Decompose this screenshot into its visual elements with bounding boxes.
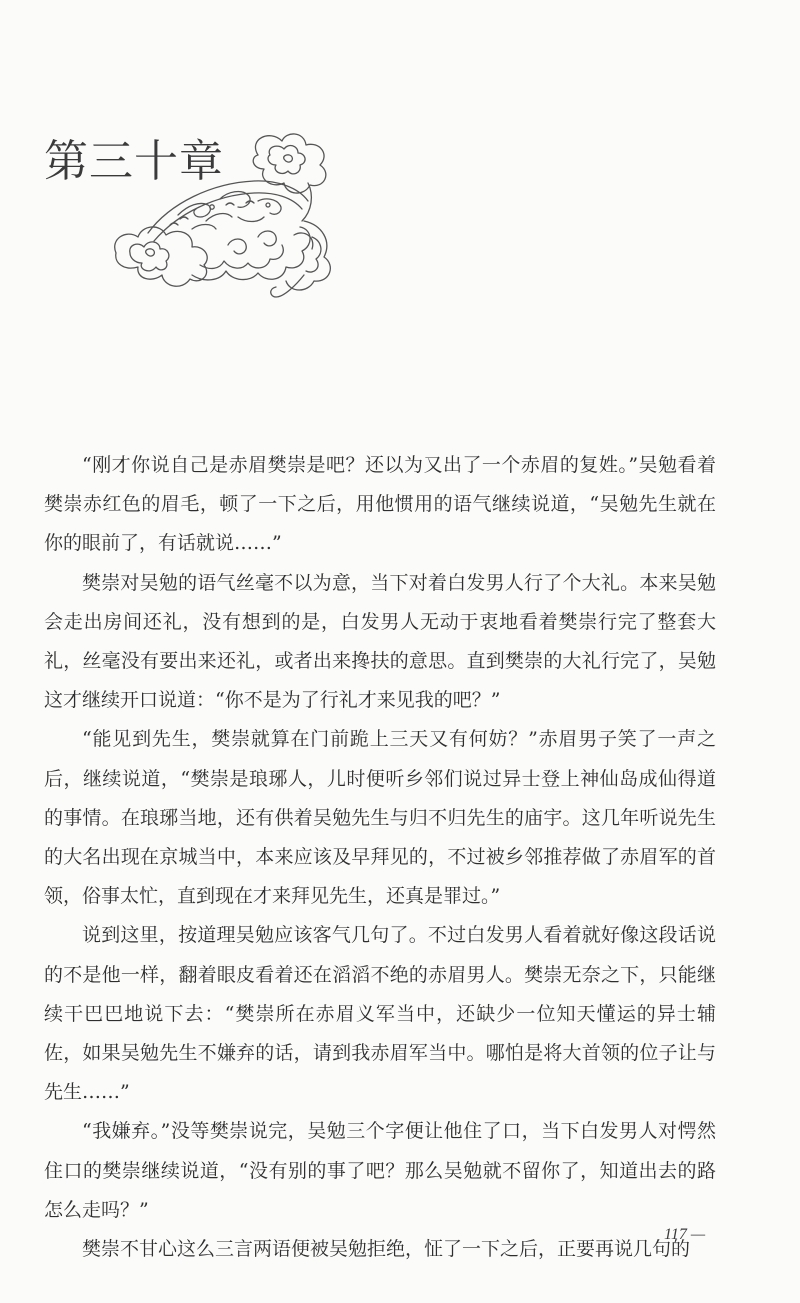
paragraph: 樊崇不甘心这么三言两语便被吴勉拒绝，怔了一下之后，正要再说几句的 xyxy=(82,1238,691,1261)
paragraph: 说到这里，按道理吴勉应该客气几句了。不过白发男人看着就好像这段话说的不是他一样，翻着眼皮看着还在滔滔不绝的赤眉男人。樊崇无奈之下，只能继续干巴巴地说下去：“樊崇所在赤眉义军当中，还缺少一位知天懂运的异士辅佐，如果吴勉先生不嫌弃的话，请到我赤眉军当中。哪怕是将大首领的位子让与先生……” xyxy=(44,924,716,1104)
page-number: 117 — xyxy=(664,1226,706,1243)
paragraph: “刚才你说自己是赤眉樊崇是吧？还以为又出了一个赤眉的复姓。”吴勉看着樊崇赤红色的眉毛，顿了一下之后，用他惯用的语气继续说道，“吴勉先生就在你的眼前了，有话就说……” xyxy=(44,454,716,555)
chapter-body xyxy=(44,446,716,1269)
paragraph: “我嫌弃。”没等樊崇说完，吴勉三个字便让他住了口，当下白发男人对愕然住口的樊崇继续说道，“没有别的事了吧？那么吴勉就不留你了，知道出去的路怎么走吗？” xyxy=(44,1120,716,1221)
paragraph: 樊崇对吴勉的语气丝毫不以为意，当下对着白发男人行了个大礼。本来吴勉会走出房间还礼，没有想到的是，白发男人无动于衷地看着樊崇行完了整套大礼，丝毫没有要出来还礼，或者出来搀扶的意思。直到樊崇的大礼行完了，吴勉这才继续开口说道：“你不是为了行礼才来见我的吧？” xyxy=(44,571,716,712)
chapter-title: 第三十章 xyxy=(44,136,224,187)
paragraph: “能见到先生，樊崇就算在门前跪上三天又有何妨？”赤眉男子笑了一声之后，继续说道，“樊崇是琅琊人，儿时便听乡邻们说过异士登上神仙岛成仙得道的事情。在琅琊当地，还有供着吴勉先生与归不归先生的庙宇。这几年听说先生的大名出现在京城当中，本来应该及早拜见的，不过被乡邻推荐做了赤眉军的首领，俗事太忙，直到现在才来拜见先生，还真是罪过。” xyxy=(44,728,716,908)
